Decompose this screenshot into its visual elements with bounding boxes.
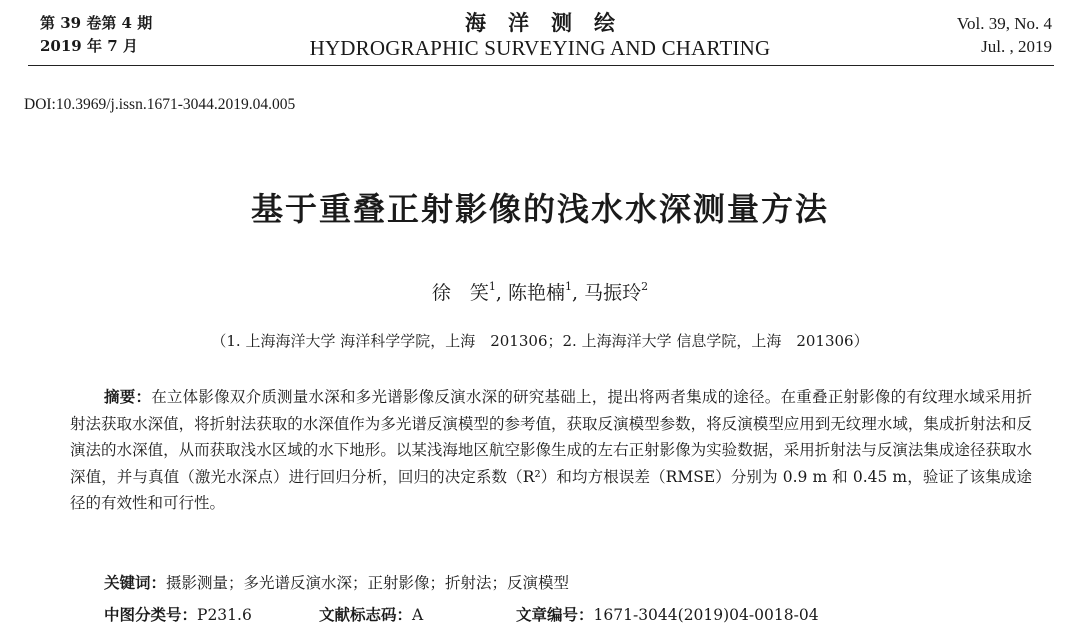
paper-title: 基于重叠正射影像的浅水水深测量方法: [250, 190, 829, 228]
journal-masthead: [270, 10, 810, 60]
author-name: 陈艳楠: [507, 282, 565, 304]
journal-name-cn: 海洋测绘: [465, 10, 637, 35]
abstract: [70, 384, 1032, 517]
author-affiliation-mark: 1: [488, 280, 496, 293]
abstract-text: 在立体影像双介质测量水深和多光谱影像反演水深的研究基础上，提出将两者集成的途径。在重叠正射影像的有纹理水域采用折射法获取水深值，将折射法获取的水深值作为多光谱反演模型的参考值，获取反演模型参数，将反演模型应用到无纹理水域，集成折射法和反演法的水深值，从而获取浅水区域的水下地形。以某浅海地区航空影像生成的左右正射影像为实验数据，采用折射法与反演法集成途径获取水深值，并与真值（激光水深点）进行回归分析，回归的决定系数（R²）和均方根误差（RMSE）分别为 0.9 m 和 0.45 m，验证了该集成途径的有效性和可行性。: [70, 388, 1032, 512]
article-number-value: 1671-3044(2019)04-0018-04: [593, 606, 819, 624]
journal-name-en: HYDROGRAPHIC SURVEYING AND CHARTING: [309, 36, 771, 60]
author-name: 徐 笑: [431, 282, 489, 304]
author-separator: ,: [495, 282, 502, 304]
author-affiliation-mark: 2: [641, 280, 649, 293]
keywords-text: 摄影测量；多光谱反演水深；正射影像；折射法；反演模型: [166, 574, 570, 592]
clc-number: [104, 603, 319, 625]
doc-code-value: A: [412, 606, 424, 624]
volume-date: Jul. , 2019: [981, 37, 1052, 56]
issue-info: [40, 12, 260, 58]
classification-line: [104, 603, 1034, 625]
clc-label: 中图分类号：: [104, 606, 198, 624]
document-code: [319, 603, 516, 625]
header-divider: [28, 65, 1054, 66]
issue-number: 第 39 卷第 4 期: [40, 14, 153, 32]
volume-number: Vol. 39, No. 4: [956, 14, 1052, 33]
doi[interactable]: DOI:10.3969/j.issn.1671-3044.2019.04.005: [24, 96, 296, 113]
author-name: 马振玲: [584, 282, 642, 304]
abstract-label: 摘要：: [104, 388, 152, 406]
affiliations: （1. 上海海洋大学 海洋科学学院，上海 201306；2. 上海海洋大学 信息学院，上海 201306）: [211, 332, 869, 350]
author-affiliation-mark: 1: [565, 280, 572, 293]
clc-value: P231.6: [197, 606, 252, 624]
keywords-label: 关键词：: [104, 574, 167, 592]
doc-code-label: 文献标志码：: [319, 606, 413, 624]
article-number-label: 文章编号：: [516, 606, 594, 624]
issue-date: 2019 年 7 月: [40, 37, 138, 55]
article-number: [516, 603, 819, 625]
volume-info: [852, 12, 1052, 58]
author-separator: ,: [572, 282, 579, 304]
author-list: [0, 278, 1080, 305]
keywords: [104, 571, 569, 593]
